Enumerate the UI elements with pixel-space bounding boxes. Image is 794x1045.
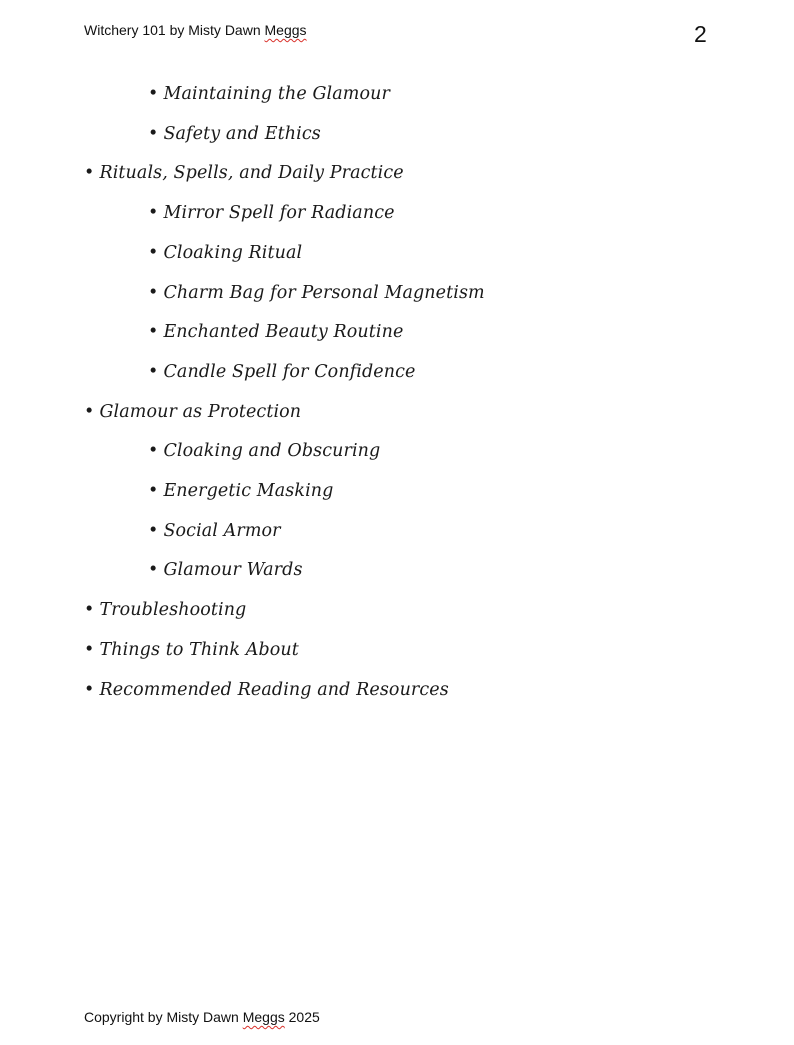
toc-item-label: Mirror Spell for Radiance [163, 203, 395, 224]
bullet-icon: • [84, 163, 95, 184]
toc-item [148, 560, 303, 580]
toc-item [148, 124, 321, 144]
header-author-surname: Meggs [264, 22, 307, 38]
bullet-icon: • [148, 520, 159, 541]
toc-item-label: Candle Spell for Confidence [163, 361, 416, 382]
footer-author-surname: Meggs [242, 1009, 285, 1025]
bullet-icon: • [84, 679, 95, 700]
bullet-icon: • [148, 282, 159, 303]
toc-item-label: Social Armor [163, 520, 281, 541]
page-footer-copyright [84, 1009, 320, 1025]
toc-item-label: Cloaking Ritual [163, 242, 303, 263]
toc-item-label: Things to Think About [99, 639, 299, 660]
toc-item [84, 680, 449, 700]
toc-item-label: Enchanted Beauty Routine [163, 322, 404, 343]
bullet-icon: • [84, 639, 95, 660]
toc-item [84, 163, 404, 183]
bullet-icon: • [148, 322, 159, 343]
bullet-icon: • [148, 441, 159, 462]
toc-item [148, 84, 390, 104]
bullet-icon: • [148, 123, 159, 144]
toc-item [84, 402, 301, 422]
toc-item [148, 203, 395, 223]
page-header-title [84, 22, 307, 38]
toc-item [148, 322, 403, 342]
footer-copyright-text: Copyright by Misty Dawn [84, 1009, 243, 1025]
toc-item-label: Energetic Masking [163, 481, 334, 501]
toc-item [148, 481, 333, 501]
bullet-icon: • [84, 401, 95, 422]
toc-item [84, 640, 299, 660]
toc-item [148, 243, 302, 263]
bullet-icon: • [84, 600, 95, 621]
bullet-icon: • [148, 560, 159, 581]
toc-item-label: Glamour Wards [163, 560, 303, 581]
bullet-icon: • [148, 84, 159, 104]
bullet-icon: • [148, 361, 159, 382]
toc-item [148, 362, 415, 382]
toc-item [148, 441, 380, 461]
bullet-icon: • [148, 242, 159, 263]
toc-item [148, 283, 485, 303]
toc-item-label: Charm Bag for Personal Magnetism [163, 282, 485, 303]
toc-item [84, 600, 246, 620]
header-title-text: Witchery 101 by Misty Dawn [84, 22, 265, 38]
toc-item-label: Rituals, Spells, and Daily Practice [99, 163, 404, 184]
toc-item-label: Recommended Reading and Resources [99, 679, 449, 700]
toc-item [148, 521, 281, 541]
toc-item-label: Cloaking and Obscuring [163, 441, 381, 462]
toc-item-label: Maintaining the Glamour [163, 84, 390, 104]
toc-item-label: Glamour as Protection [99, 401, 302, 422]
toc-item-label: Safety and Ethics [163, 123, 321, 144]
bullet-icon: • [148, 481, 159, 501]
page-number: 2 [694, 21, 707, 47]
bullet-icon: • [148, 203, 159, 224]
footer-year: 2025 [284, 1009, 320, 1025]
toc-item-label: Troubleshooting [99, 600, 247, 621]
